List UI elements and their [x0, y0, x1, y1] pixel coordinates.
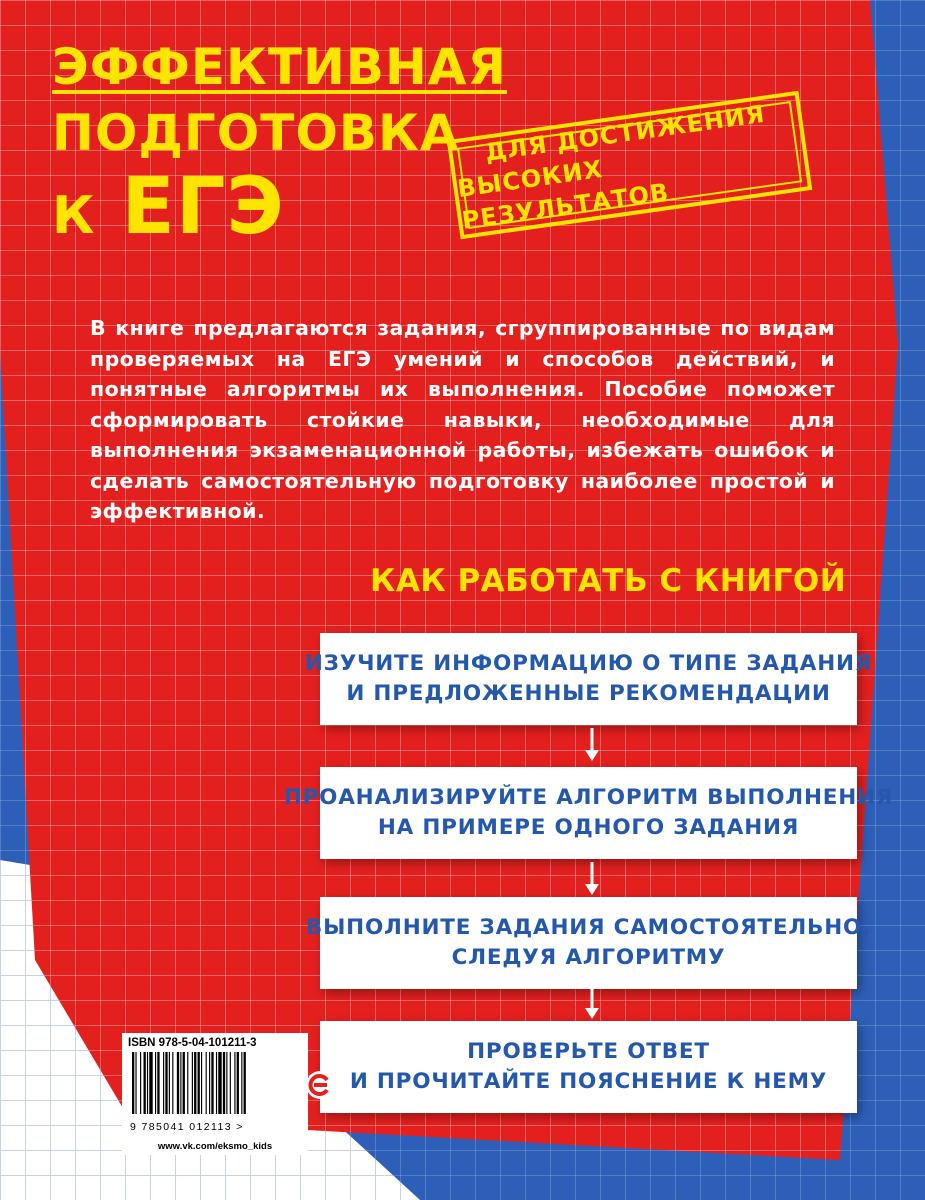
step-4-line-1: ПРОВЕРЬТЕ ОТВЕТ	[467, 1039, 710, 1064]
step-3-line-1: ВЫПОЛНИТЕ ЗАДАНИЯ САМОСТОЯТЕЛЬНО,	[305, 915, 872, 940]
step-1-line-1: ИЗУЧИТЕ ИНФОРМАЦИЮ О ТИПЕ ЗАДАНИЯ	[304, 651, 873, 676]
step-card-4	[320, 1021, 857, 1113]
barcode-number: 9 785041 012113 >	[130, 1121, 244, 1133]
book-description: В книге предлагаются задания, сгруппированные по видам проверяемых на ЕГЭ умений и способов действий, и понятные алгоритмы их выполнения. Пособие поможет сформировать стойкие навыки, необходимые для выполнения экзаменационной работы, избежать ошибок и сделать самостоятельную подготовку наиболее простой и эффективной.	[90, 316, 835, 523]
step-card-2	[283, 767, 894, 859]
arrow-down-icon	[584, 986, 600, 1020]
step-2-line-1: ПРОАНАЛИЗИРУЙТЕ АЛГОРИТМ ВЫПОЛНЕНИЯ	[283, 785, 894, 810]
title-line-2: ПОДГОТОВКА	[52, 104, 460, 162]
title-line-1: ЭФФЕКТИВНАЯ	[52, 38, 507, 96]
arrow-down-icon	[584, 728, 600, 762]
step-2-line-2: НА ПРИМЕРЕ ОДНОГО ЗАДАНИЯ	[377, 815, 800, 840]
step-card-1	[304, 633, 873, 725]
title-prefix: К	[52, 186, 96, 246]
step-3-line-2: СЛЕДУЯ АЛГОРИТМУ	[451, 945, 726, 970]
title-line-3	[52, 162, 452, 261]
howto-heading: КАК РАБОТАТЬ С КНИГОЙ	[370, 563, 847, 599]
stamp-line-2: ВЫСОКИХ РЕЗУЛЬТАТОВ	[455, 154, 671, 235]
eksmo-logo-icon	[305, 1070, 335, 1100]
isbn-text: ISBN 978-5-04-101211-3	[128, 1037, 257, 1049]
step-card-3	[305, 897, 872, 989]
step-4-line-2: И ПРОЧИТАЙТЕ ПОЯСНЕНИЕ К НЕМУ	[349, 1069, 828, 1094]
barcode-icon	[128, 1052, 302, 1122]
book-title	[52, 38, 507, 261]
step-1-line-2: И ПРЕДЛОЖЕННЫЕ РЕКОМЕНДАЦИИ	[346, 681, 831, 706]
title-ege: ЕГЭ	[121, 162, 285, 252]
publisher-url: www.vk.com/eksmo_kids	[157, 1141, 273, 1152]
stamp-line-1: ДЛЯ ДОСТИЖЕНИЯ	[483, 99, 767, 167]
barcode-panel	[122, 1033, 308, 1155]
arrow-down-icon	[584, 862, 600, 896]
